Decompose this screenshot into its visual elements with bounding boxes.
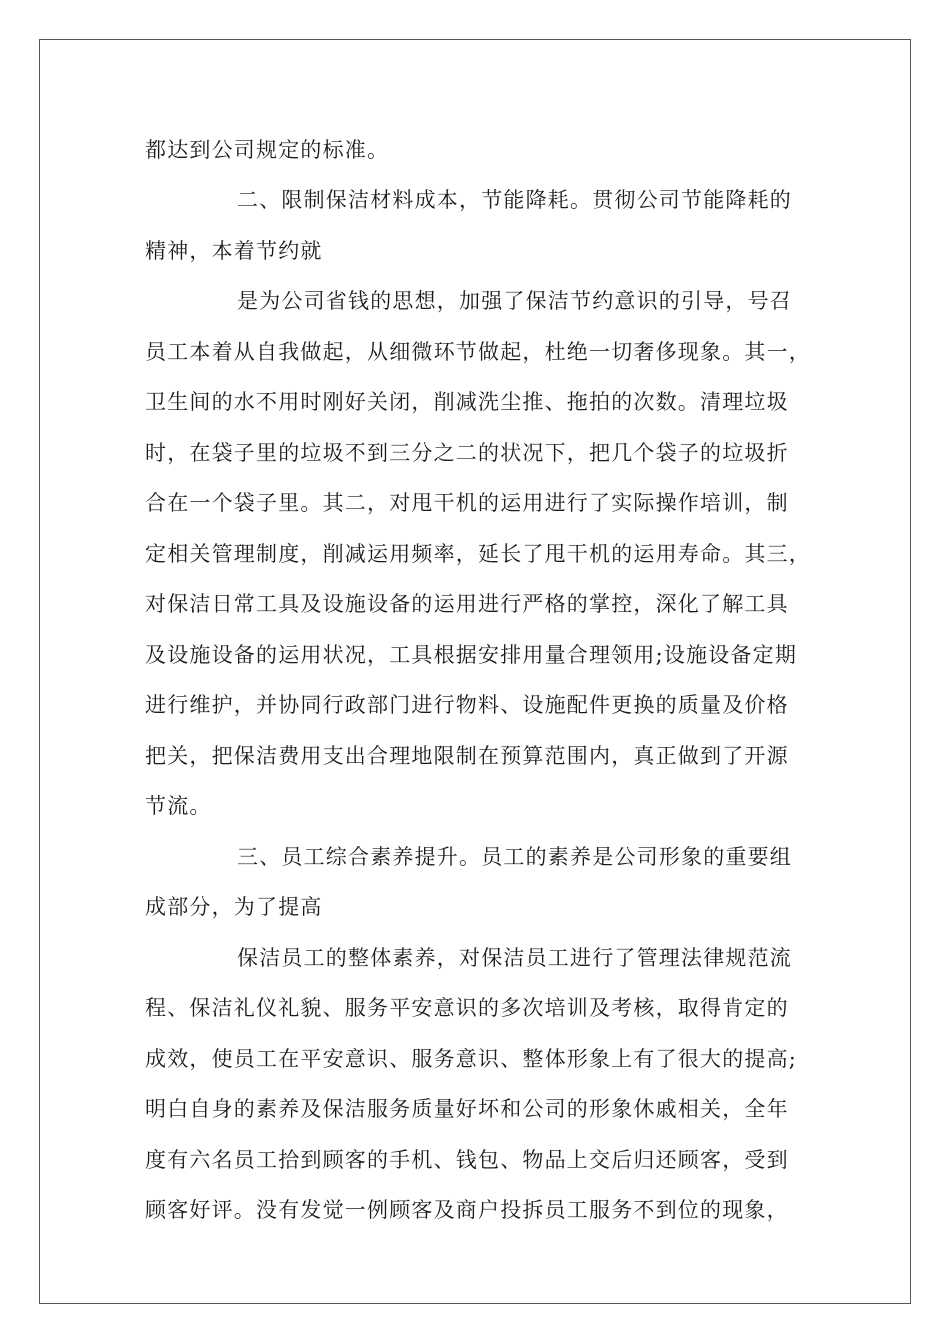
text-line: 员工本着从自我做起，从细微环节做起，杜绝一切奢侈现象。其一，: [145, 340, 811, 364]
text-line: 成效，使员工在平安意识、服务意识、整体形象上有了很大的提高;: [145, 1047, 798, 1071]
text-line: 成部分，为了提高: [145, 895, 323, 919]
text-line: 进行维护，并协同行政部门进行物料、设施配件更换的质量及价格: [145, 693, 789, 717]
paragraph-start: 是为公司省钱的思想，加强了保洁节约意识的引导，号召: [237, 289, 792, 313]
text-line: 时，在袋子里的垃圾不到三分之二的状况下，把几个袋子的垃圾折: [145, 441, 789, 465]
text-line: 合在一个袋子里。其二，对甩干机的运用进行了实际操作培训，制: [145, 491, 789, 515]
text-line: 程、保洁礼仪礼貌、服务平安意识的多次培训及考核，取得肯定的: [145, 996, 789, 1020]
text-line: 把关，把保洁费用支出合理地限制在预算范围内，真正做到了开源: [145, 744, 789, 768]
text-line: 对保洁日常工具及设施设备的运用进行严格的掌控，深化了解工具: [145, 592, 789, 616]
paragraph-start: 保洁员工的整体素养，对保洁员工进行了管理法律规范流: [237, 946, 792, 970]
text-line: 定相关管理制度，削减运用频率，延长了甩干机的运用寿命。其三，: [145, 542, 811, 566]
text-line: 精神，本着节约就: [145, 239, 323, 263]
text-line: 都达到公司规定的标准。: [145, 138, 390, 162]
text-line: 度有六名员工拾到顾客的手机、钱包、物品上交后归还顾客，受到: [145, 1148, 789, 1172]
text-line: 节流。: [145, 794, 212, 818]
text-line: 及设施设备的运用状况，工具根据安排用量合理领用;设施设备定期: [145, 643, 798, 667]
text-line: 顾客好评。没有发觉一例顾客及商户投拆员工服务不到位的现象，: [145, 1198, 789, 1222]
paragraph-heading-2: 二、限制保洁材料成本，节能降耗。贯彻公司节能降耗的: [237, 188, 792, 212]
text-line: 明白自身的素养及保洁服务质量好坏和公司的形象休戚相关，全年: [145, 1097, 789, 1121]
text-line: 卫生间的水不用时刚好关闭，削减洗尘推、拖拍的次数。清理垃圾: [145, 390, 789, 414]
paragraph-heading-3: 三、员工综合素养提升。员工的素养是公司形象的重要组: [237, 845, 792, 869]
